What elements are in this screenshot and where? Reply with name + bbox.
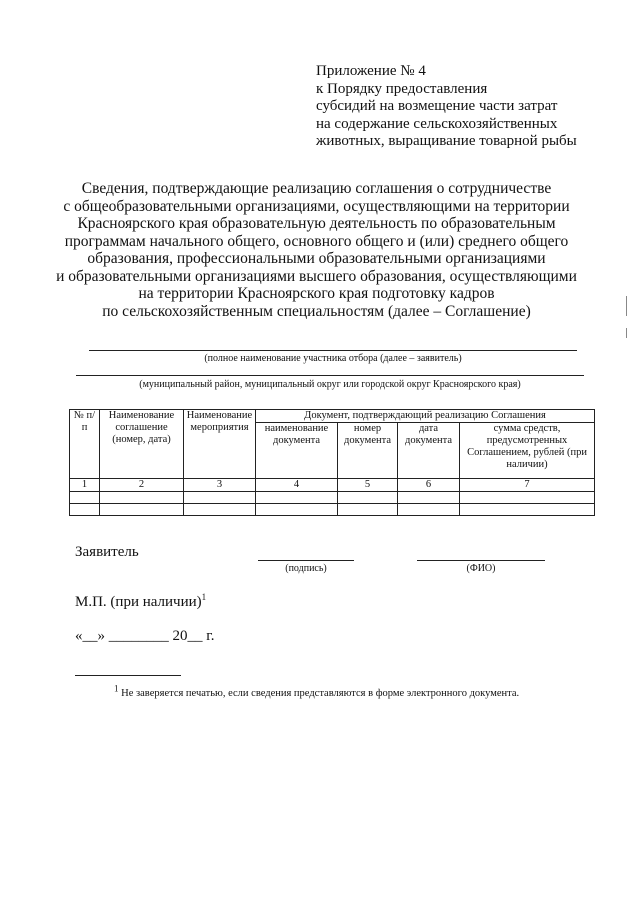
date-line: «__» ________ 20__ г. xyxy=(75,628,215,644)
fio-line xyxy=(417,560,545,561)
title-line: образования, профессиональными образовательными организациями xyxy=(87,250,546,267)
footnote xyxy=(114,683,520,699)
applicant-name-line xyxy=(89,350,577,351)
table-cell xyxy=(338,492,398,504)
column-number: 5 xyxy=(338,479,398,492)
header-doc-date: дата документа xyxy=(398,423,460,479)
applicant-caption: (полное наименование участника отбора (далее – заявитель) xyxy=(204,353,462,364)
column-number: 6 xyxy=(398,479,460,492)
table-cell xyxy=(256,492,338,504)
stamp-label xyxy=(75,594,206,611)
column-number-row xyxy=(70,479,595,492)
table-cell xyxy=(460,492,595,504)
title-line: Красноярского края образовательную деятельность по образовательным xyxy=(77,215,556,232)
header-document-group: Документ, подтверждающий реализацию Соглашения xyxy=(256,410,595,423)
header-doc-number: номер документа xyxy=(338,423,398,479)
header-no: № п/п xyxy=(70,410,100,479)
appendix-line: Приложение № 4 xyxy=(316,63,426,79)
column-number: 2 xyxy=(100,479,184,492)
header-agreement: Наименование соглашение (номер, дата) xyxy=(100,410,184,479)
header-amount: сумма средств, предусмотренных Соглашением, рублей (при наличии) xyxy=(460,423,595,479)
municipality-caption: (муниципальный район, муниципальный округ или городской округ Красноярского края) xyxy=(139,379,521,390)
table-cell xyxy=(100,504,184,516)
table-row xyxy=(70,492,595,504)
appendix-line: животных, выращивание товарной рыбы xyxy=(316,133,577,149)
header-event: Наименование мероприятия xyxy=(184,410,256,479)
stamp-label-text: М.П. (при наличии) xyxy=(75,594,202,610)
table-cell xyxy=(398,504,460,516)
footnote-text: Не заверяется печатью, если сведения представляются в форме электронного документа. xyxy=(118,688,520,699)
title-line: на территории Красноярского края подготовку кадров xyxy=(138,285,495,302)
column-number: 1 xyxy=(70,479,100,492)
title-line: по сельскохозяйственным специальностям (далее – Соглашение) xyxy=(102,302,531,320)
header-doc-name: наименование документа xyxy=(256,423,338,479)
scan-speck xyxy=(626,328,627,338)
title-line: и образовательными организациями высшего образования, осуществляющими xyxy=(56,267,577,285)
scan-speck xyxy=(626,296,627,316)
table-cell xyxy=(70,504,100,516)
appendix-header xyxy=(316,63,616,151)
document-title xyxy=(40,180,593,320)
table-cell xyxy=(256,504,338,516)
report-table xyxy=(69,409,595,516)
municipality-line xyxy=(76,375,584,376)
signature-caption: (подпись) xyxy=(285,563,327,574)
signature-line xyxy=(258,560,354,561)
footnote-mark: 1 xyxy=(114,683,119,694)
table-cell xyxy=(398,492,460,504)
column-number: 4 xyxy=(256,479,338,492)
title-line: с общеобразовательными организациями, осуществляющими на территории xyxy=(63,197,570,215)
appendix-line: на содержание сельскохозяйственных xyxy=(316,115,558,132)
appendix-line: субсидий на возмещение части затрат xyxy=(316,98,558,114)
table-cell xyxy=(460,504,595,516)
footnote-separator xyxy=(75,675,181,676)
applicant-label: Заявитель xyxy=(75,544,139,560)
table-cell xyxy=(338,504,398,516)
table-cell xyxy=(184,504,256,516)
table-cell xyxy=(70,492,100,504)
appendix-line: к Порядку предоставления xyxy=(316,80,488,97)
column-number: 7 xyxy=(460,479,595,492)
table-cell xyxy=(184,492,256,504)
title-line: программам начального общего, основного общего и (или) среднего общего xyxy=(64,232,569,250)
table-cell xyxy=(100,492,184,504)
footnote-mark: 1 xyxy=(201,592,207,602)
title-line: Сведения, подтверждающие реализацию соглашения о сотрудничестве xyxy=(81,180,552,197)
table-row xyxy=(70,504,595,516)
fio-caption: (ФИО) xyxy=(466,563,496,574)
column-number: 3 xyxy=(184,479,256,492)
